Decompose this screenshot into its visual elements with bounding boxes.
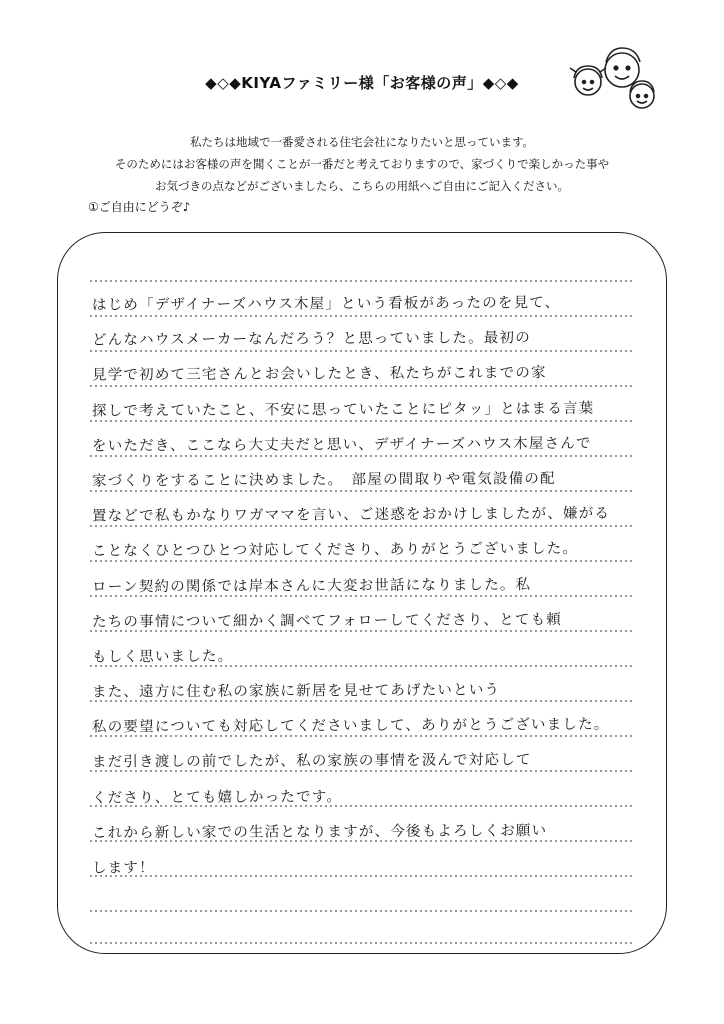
intro-line: 私たちは地域で一番愛される住宅会社になりたいと思っています。: [189, 135, 535, 149]
handwritten-line: ローン契約の関係では岸本さんに大変お世話になりました。私: [91, 576, 532, 595]
handwritten-line: はじめ「デザイナーズハウス木屋」という看板があったのを見て、: [91, 295, 561, 314]
handwritten-line: これから新しい家での生活となりますが、今後もよろしくお願い: [91, 822, 548, 842]
handwritten-line: もしく思いました。: [91, 648, 234, 666]
handwritten-line: また、遠方に住む私の家族に新居を見せてあげたいという: [91, 682, 501, 701]
intro-line: お気づきの点などがございましたら、こちらの用紙へご自由にご記入ください。: [155, 179, 569, 193]
handwritten-line: 探しで考えていたこと、不安に思っていたことにピタッ」とはまる言葉: [91, 400, 595, 420]
handwritten-line: します！: [91, 860, 155, 877]
handwritten-line: 私の要望についても対応してくださいまして、ありがとうございました。: [91, 717, 610, 736]
handwritten-line: 家づくりをすることに決めました。 部屋の間取りや電気設備の配: [91, 470, 556, 490]
free-comment-prompt: ①ご自由にどうぞ♪: [88, 200, 191, 214]
intro-line: そのためにはお客様の声を聞くことが一番だと考えておりますので、家づくりで楽しかった事や: [114, 157, 610, 171]
handwritten-line: まだ引き渡しの前でしたが、私の家族の事情を汲んで対応して: [91, 752, 532, 771]
handwritten-line: どんなハウスメーカーなんだろう？と思っていました。最初の: [91, 330, 531, 349]
form-title: ◆◇◆KIYAファミリー様「お客様の声」◆◇◆: [205, 74, 519, 92]
handwritten-line: ことなくひとつひとつ対応してくださり、ありがとうございました。: [91, 541, 579, 560]
handwritten-line: たちの事情について細かく調べてフォローしてくださり、とても頼: [91, 611, 563, 631]
handwritten-line: 置などで私もかなりワガママを言い、ご迷惑をおかけしましたが、嫌がる: [91, 505, 611, 525]
handwritten-line: 見学で初めて三宅さんとお会いしたとき、私たちがこれまでの家: [91, 365, 547, 384]
handwritten-line: をいただき、ここなら大丈夫だと思い、デザイナーズハウス木屋さんで: [91, 435, 592, 455]
handwritten-comment: [91, 287, 652, 877]
handwritten-line: くださり、とても嬉しかったです。: [91, 788, 343, 807]
